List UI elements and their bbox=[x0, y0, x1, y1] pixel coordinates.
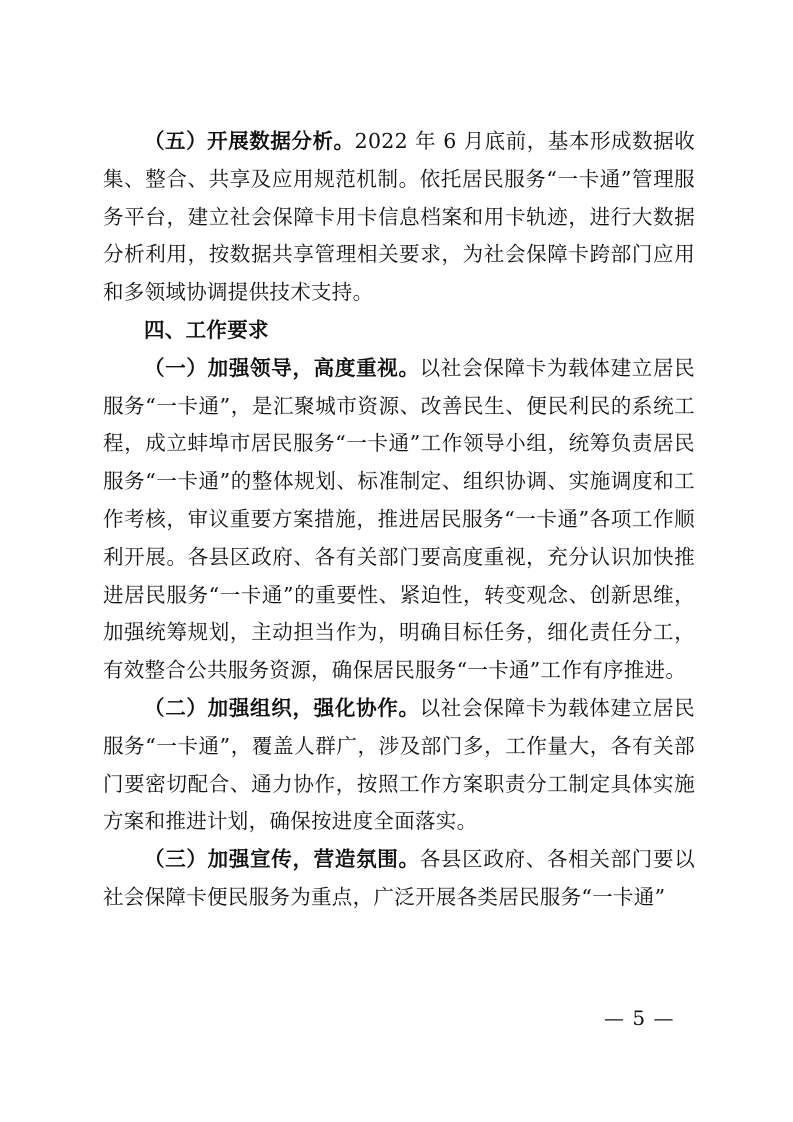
section-heading: 四、工作要求 bbox=[144, 317, 269, 342]
paragraph-lead: （二）加强组织，强化协作。 bbox=[144, 695, 420, 720]
paragraph-lead: （三）加强宣传，营造氛围。 bbox=[144, 847, 420, 872]
paragraph-text: 以社会保障卡为载体建立居民服务“一卡通”，是汇聚城市资源、改善民生、便民利民的系统工程，成立蚌埠市居民服务“一卡通”工作领导小组，统筹负责居民服务“一卡通”的整体规划、标准制定、组织协调、实施调度和工作考核，审议重要方案措施，推进居民服务“一卡通”各项工作顺利开展。各县区政府、各有关部门要高度重视，充分认识加快推进居民服务“一卡通”的重要性、紧迫性，转变观念、创新思维，加强统筹规划，主动担当作为，明确目标任务，细化责任分工，有效整合公共服务资源，确保居民服务“一卡通”工作有序推进。 bbox=[103, 355, 695, 683]
paragraph-leadership bbox=[103, 350, 695, 690]
paragraph-organization bbox=[103, 690, 695, 841]
paragraph-lead: （五）开展数据分析。 bbox=[144, 129, 355, 153]
paragraph-publicity bbox=[103, 841, 695, 917]
paragraph-data-analysis bbox=[103, 123, 695, 312]
paragraph-text: 2022 年 6 月底前，基本形成数据收集、整合、共享及应用规范机制。依托居民服务“一卡通”管理服务平台，建立社会保障卡用卡信息档案和用卡轨迹，进行大数据分析利用，按数据共享管理相关要求，为社会保障卡跨部门应用和多领域协调提供技术支持。 bbox=[103, 129, 696, 305]
paragraph-lead: （一）加强领导，高度重视。 bbox=[144, 355, 420, 380]
paragraph-text: 各县区政府、各相关部门要以社会保障卡便民服务为重点，广泛开展各类居民服务“一卡通” bbox=[103, 847, 695, 909]
paragraph-text: 以社会保障卡为载体建立居民服务“一卡通”，覆盖人群广，涉及部门多，工作量大，各有关部门要密切配合、通力协作，按照工作方案职责分工制定具体实施方案和推进计划，确保按进度全面落实。 bbox=[103, 695, 695, 834]
document-body bbox=[103, 123, 695, 917]
page-number: — 5 — bbox=[604, 1006, 675, 1030]
